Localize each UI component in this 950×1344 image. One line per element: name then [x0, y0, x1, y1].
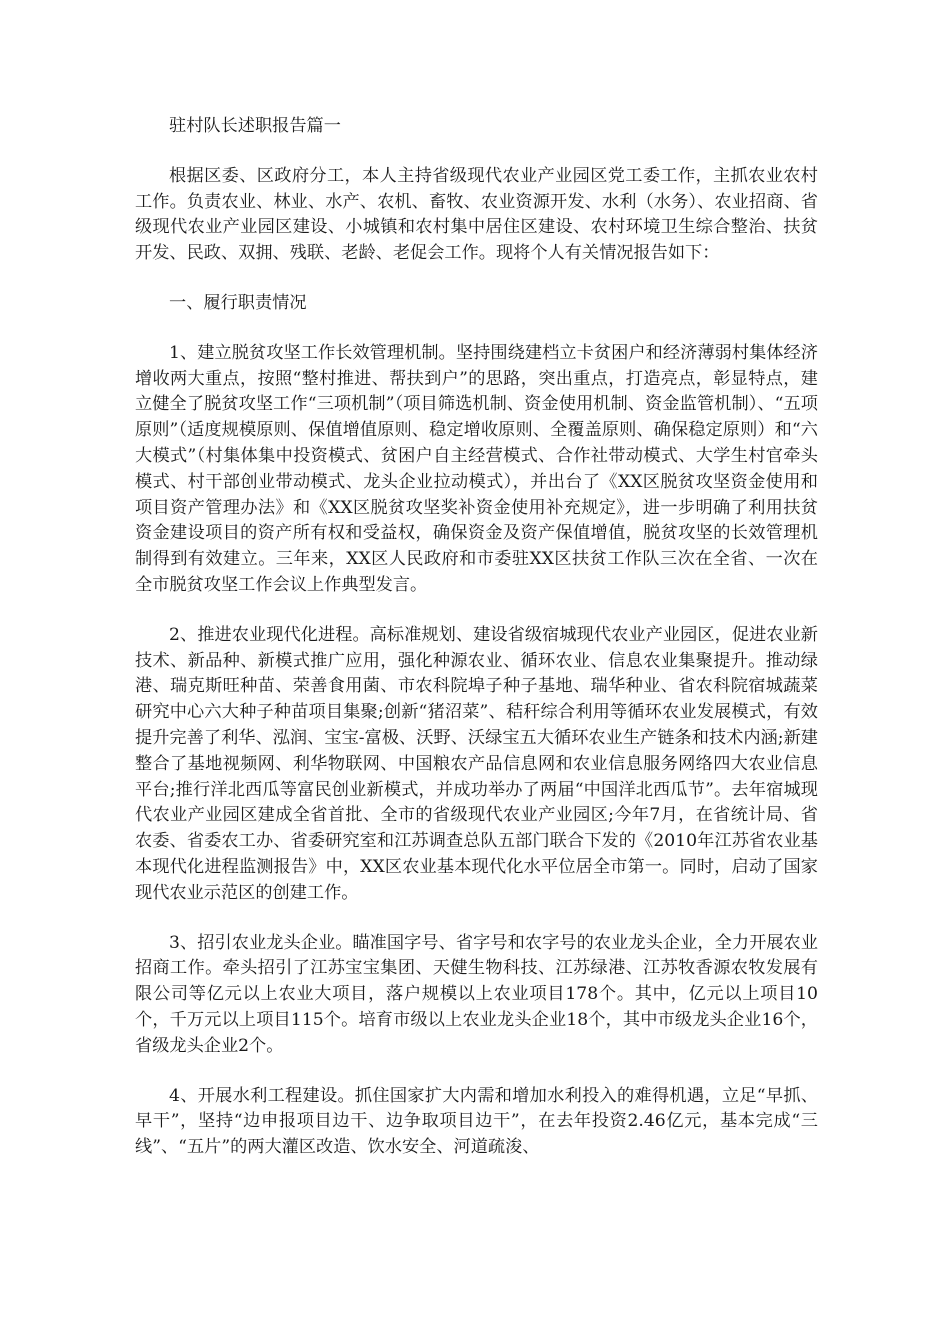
intro-paragraph: 根据区委、区政府分工，本人主持省级现代农业产业园区党工委工作，主抓农业农村工作。负责农业、林业、水产、农机、畜牧、农业资源开发、水利（水务）、农业招商、省级现代农业产业园区建设、小城镇和农村集中居住区建设、农村环境卫生综合整治、扶贫开发、民政、双拥、残联、老龄、老促会工作。现将个人有关情况报告如下： [135, 165, 818, 264]
document-body [135, 114, 818, 1185]
section-heading: 一、履行职责情况 [169, 292, 307, 313]
document-title: 驻村队长述职报告篇一 [169, 116, 341, 136]
paragraph-3: 3、招引农业龙头企业。瞄准国字号、省字号和农字号的农业龙头企业，全力开展农业招商工作。牵头招引了江苏宝宝集团、天健生物科技、江苏绿港、江苏牧香源农牧发展有限公司等亿元以上农业大项目，落户规模以上农业项目178个。其中，亿元以上项目10个，千万元以上项目115个。培育市级以上农业龙头企业18个，其中市级龙头企业16个，省级龙头企业2个。 [135, 932, 818, 1056]
paragraph-4: 4、开展水利工程建设。抓住国家扩大内需和增加水利投入的难得机遇，立足“早抓、早干”，坚持“边申报项目边干、边争取项目边干”，在去年投资2.46亿元，基本完成“三线”、“五片”的两大灌区改造、饮水安全、河道疏浚、 [135, 1085, 818, 1158]
paragraph-2: 2、推进农业现代化进程。高标准规划、建设省级宿城现代农业产业园区，促进农业新技术、新品种、新模式推广应用，强化种源农业、循环农业、信息农业集聚提升。推动绿港、瑞克斯旺种苗、荣善食用菌、市农科院埠子种子基地、瑞华种业、省农科院宿城蔬菜研究中心六大种子种苗项目集聚;创新“猪沼菜”、秸秆综合利用等循环农业发展模式，有效提升完善了利华、泓润、宝宝-富极、沃野、沃绿宝五大循环农业生产链条和技术内涵;新建整合了基地视频网、利华物联网、中国粮农产品信息网和农业信息服务网络四大农业信息平台;推行洋北西瓜等富民创业新模式，并成功举办了两届“中国洋北西瓜节”。去年宿城现代农业产业园区建成全省首批、全市的省级现代农业产业园区;今年7月，在省统计局、省农委、省委农工办、省委研究室和江苏调查总队五部门联合下发的《2010年江苏省农业基本现代化进程监测报告》中，XX区农业基本现代化水平位居全市第一。同时，启动了国家现代农业示范区的创建工作。 [135, 624, 818, 903]
paragraph-1: 1、建立脱贫攻坚工作长效管理机制。坚持围绕建档立卡贫困户和经济薄弱村集体经济增收两大重点，按照“整村推进、帮扶到户”的思路，突出重点，打造亮点，彰显特点，建立健全了脱贫攻坚工作“三项机制”（项目筛选机制、资金使用机制、资金监管机制）、“五项原则”（适度规模原则、保值增值原则、稳定增收原则、全覆盖原则、确保稳定原则）和“六大模式”（村集体集中投资模式、贫困户自主经营模式、合作社带动模式、大学生村官牵头模式、村干部创业带动模式、龙头企业拉动模式），并出台了《XX区脱贫攻坚资金使用和项目资产管理办法》和《XX区脱贫攻坚奖补资金使用补充规定》，进一步明确了利用扶贫资金建设项目的资产所有权和受益权，确保资金及资产保值增值，脱贫攻坚的长效管理机制得到有效建立。三年来，XX区人民政府和市委驻XX区扶贫工作队三次在全省、一次在全市脱贫攻坚工作会议上作典型发言。 [135, 342, 818, 595]
